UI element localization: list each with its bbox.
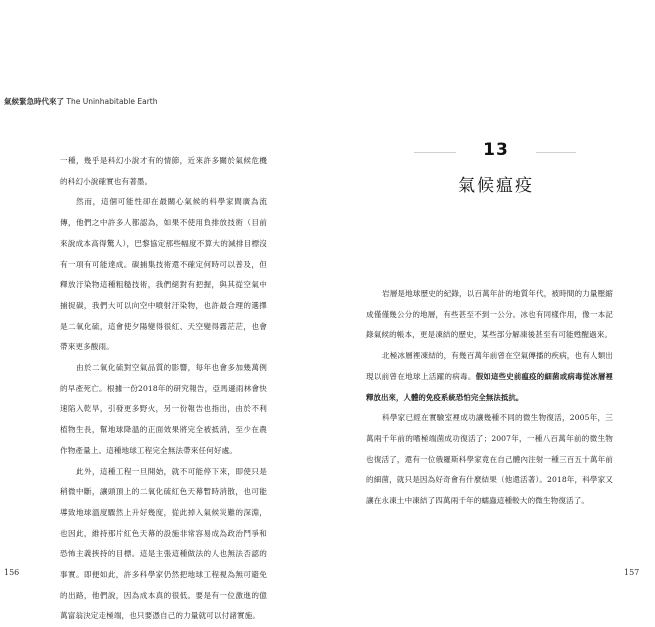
- running-header: [4, 96, 158, 107]
- right-paragraph-3: 科學家已經在實驗室裡成功讓幾種不同的微生物復活，2005年，三萬兩千年前的嗜極端菌成功復活了；2007年，一種八百萬年前的微生物也復活了，還有一位俄羅斯科學家竟在自己體內注射一種三百五十萬年前的細菌，就只是因為好奇會有什麼結果（他還活著）。2018年，科學家又讓在永凍土中凍結了四萬兩千年的蠕蟲這種較大的微生物復活了。: [366, 413, 613, 506]
- left-paragraph-4: 此外，這種工程一旦開始，就不可能停下來，即使只是稍微中斷，讓頭頂上的二氧化硫紅色天幕暫時消散，也可能導致地球溫度驟然上升好幾度，從此掉入氣候災難的深淵，也因此，維持那片紅色天幕的設施非常容易成為政治鬥爭和恐怖主義挾持的目標。這是主張這種做法的人也無法否認的事實。即便如此，許多科學家仍然把地球工程視為無可避免的出路，他們說，因為成本真的很低。要是有一位激進的億萬富翁決定走極端，也只要憑自己的力量就可以付諸實施。: [60, 466, 267, 621]
- chapter-number: 13: [456, 140, 536, 160]
- header-title-en: The Uninhabitable Earth: [66, 97, 158, 106]
- right-paragraph-1: 岩層是地球歷史的紀錄，以百萬年計的地質年代，被時間的力量壓縮成僅僅幾公分的地層，有些甚至不到一公分。冰也有同樣作用，像一本記錄氣候的帳本，更是凍結的歷史，某些部分解凍後甚至有可能甦醒過來。: [366, 289, 613, 340]
- right-paragraph-2: [366, 346, 613, 408]
- left-paragraph-2: 然而，這個可能性卻在最關心氣候的科學家間廣為流傳，他們之中許多人都認為，如果不使用負排放技術（目前來說成本高得驚人），巴黎協定那些幅度不算大的減排目標沒有一項有可能達成。碳捕集技術還不確定何時可以普及，但釋放汙染物這種粗糙技術，我們絕對有把握，與其從空氣中捕捉碳，我們大可以向空中噴射汙染物，也許最合理的選擇是二氧化硫，這會使夕陽變得很紅、天空變得霧茫茫，也會帶來更多酸雨。: [60, 197, 267, 352]
- right-page-body: [366, 284, 613, 512]
- left-page-body: [60, 151, 267, 627]
- right-paragraph-2-text: 北極冰層裡凍結的，有幾百萬年前曾在空氣傳播的疾病，也有人類出現以前曾在地球上活躍的病毒。: [366, 351, 613, 381]
- page-number-left: 156: [4, 568, 20, 577]
- left-paragraph-3: 由於二氧化硫對空氣品質的影響，每年也會多加幾萬例的早產死亡。根據一份2018年的研究報告，亞馬遜雨林會快速陷入乾旱，引發更多野火，另一份報告也指出，由於不利植物生長，幫地球降溫的正面效果將完全被抵消，至少在農作物產量上。這種地球工程完全無法帶來任何好處。: [60, 363, 267, 455]
- header-title-cn: 氣候緊急時代來了: [4, 97, 64, 106]
- left-paragraph-1: 一種，幾乎是科幻小說才有的情節，近來許多關於氣候危機的科幻小說確實也有著墨。: [60, 156, 267, 186]
- right-paragraph-2-emphasis: 假如這些史前瘟疫的細菌或病毒從冰層裡釋放出來，人體的免疫系統恐怕完全無法抵抗。: [366, 371, 613, 402]
- chapter-title: 氣候瘟疫: [458, 176, 534, 196]
- page-number-right: 157: [624, 568, 640, 577]
